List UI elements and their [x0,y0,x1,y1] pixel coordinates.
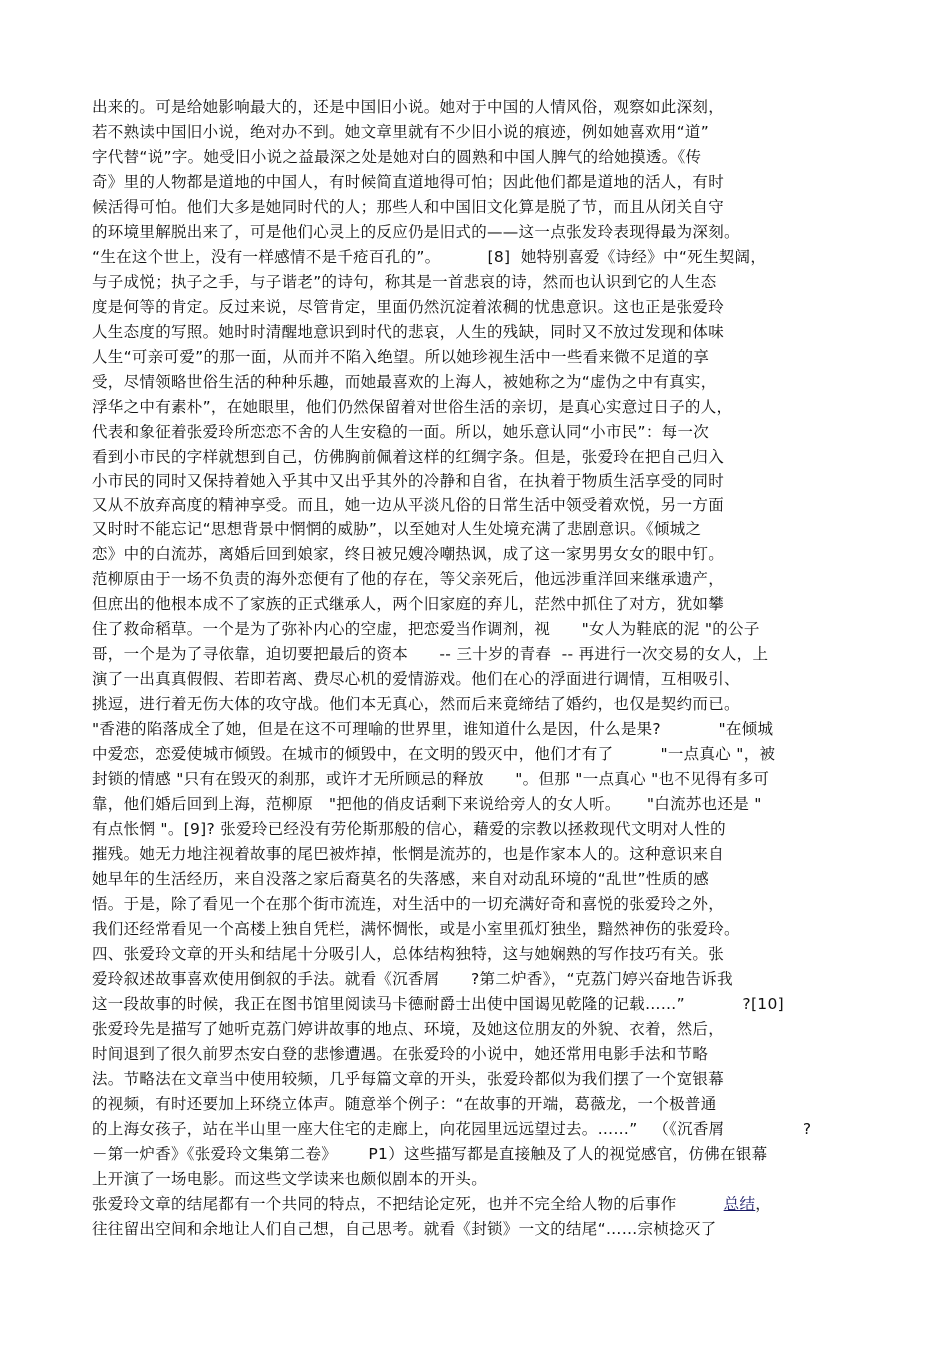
text-line: －第一炉香》《张爱玲文集第二卷》 P1）这些描写都是直接触及了人的视觉感官，仿佛在银幕 [92,1145,768,1163]
text-line: 哥，一个是为了寻依靠，迫切要把最后的资本 -- 三十岁的青春 -- 再进行一次交易的女人，上 [92,645,769,663]
text-line: 奇》里的人物都是道地的中国人，有时候简直道地得可怕；因此他们都是道地的活人，有时 [92,173,725,191]
text-line: 往往留出空间和余地让人们自己想，自己思考。就看《封锁》一文的结尾“……宗桢捻灭了 [92,1220,717,1238]
text-line: 张爱玲文章的结尾都有一个共同的特点，不把结论定死，也并不完全给人物的后事作 总结， [92,1195,772,1213]
text-line: 封锁的情感 "只有在毁灭的刹那，或许才无所顾忌的释放 "。但那 "一点真心 "也不见得有多可 [92,770,770,788]
text-line: 时间退到了很久前罗杰安白登的悲惨遭遇。在张爱玲的小说中，她还常用电影手法和节略 [92,1045,709,1063]
text-line: 候活得可怕。他们大多是她同时代的人；那些人和中国旧文化算是脱了节，而且从闭关自守 [92,198,725,216]
text-line: 中爱恋，恋爱使城市倾毁。在城市的倾毁中，在文明的毁灭中，他们才有了 "一点真心 "，被 [92,745,776,763]
text-line: 演了一出真真假假、若即若离、费尽心机的爱情游戏。他们在心的浮面进行调情，互相吸引、 [92,670,740,688]
text-line: 度是何等的肯定。反过来说，尽管肯定，里面仍然沉淀着浓稠的忧患意识。这也正是张爱玲 [92,298,725,316]
text-line: 四、张爱玲文章的开头和结尾十分吸引人，总体结构独特，这与她娴熟的写作技巧有关。张 [92,945,725,963]
text-line: 爱玲叙述故事喜欢使用倒叙的手法。就看《沉香屑 ?第二炉香》，“克荔门婷兴奋地告诉我 [92,970,733,988]
text-line: 浮华之中有素朴”，在她眼里，他们仍然保留着对世俗生活的亲切，是真心实意过日子的人， [92,398,733,416]
summary-link[interactable]: 总结 [723,1195,756,1213]
text-line: 代表和象征着张爱玲所恋恋不舍的人生安稳的一面。所以，她乐意认同“小市民”：每一次 [92,423,710,441]
text-line: 看到小市民的字样就想到自己，仿佛胸前佩着这样的红绸字条。但是，张爱玲在把自己归入 [92,448,725,466]
text-line: 上开演了一场电影。而这些文学读来也颇似剧本的开头。 [92,1170,488,1188]
text-line: 若不熟读中国旧小说，绝对办不到。她文章里就有不少旧小说的痕迹，例如她喜欢用“道” [92,123,710,141]
text-line: 又时时不能忘记“思想背景中惘惘的威胁”，以至她对人生处境充满了悲剧意识。《倾城之 [92,520,702,538]
text-line: 的上海女孩子，站在半山里一座大住宅的走廊上，向花园里远远望过去。……” （《沉香屑 ? [92,1120,812,1138]
text-line: 我们还经常看见一个高楼上独自凭栏，满怀惆怅，或是小室里孤灯独坐，黯然神伤的张爱玲。 [92,920,740,938]
text-line: 有点怅惘 "。[9]? 张爱玲已经没有劳伦斯那般的信心，藉爱的宗教以拯救现代文明对人性的 [92,820,726,838]
text-line: 悟。于是，除了看见一个在那个街市流连，对生活中的一切充满好奇和喜悦的张爱玲之外， [92,895,725,913]
text-line: 住了救命稻草。一个是为了弥补内心的空虚，把恋爱当作调剂，视 "女人为鞋底的泥 "的公子 [92,620,760,638]
text-line: 人生“可亲可爱”的那一面，从而并不陷入绝望。所以她珍视生活中一些看来微不足道的享 [92,348,710,366]
text-line: 小市民的同时又保持着她入乎其中又出乎其外的冷静和自省，在执着于物质生活享受的同时 [92,472,725,490]
text-line: “生在这个世上，没有一样感情不是千疮百孔的”。 [8] 她特别喜爱《诗经》中“死生契阔， [92,248,767,266]
text-line: 法。节略法在文章当中使用较频，几乎每篇文章的开头，张爱玲都似为我们摆了一个宽银幕 [92,1070,725,1088]
text-line: 她早年的生活经历，来自没落之家后裔莫名的失落感，来自对动乱环境的“乱世”性质的感 [92,870,710,888]
text-line: 字代替“说”字。她受旧小说之益最深之处是她对白的圆熟和中国人脾气的给她摸透。《传 [92,148,702,166]
text-line: 出来的。可是给她影响最大的，还是中国旧小说。她对于中国的人情风俗，观察如此深刻， [92,98,725,116]
text-line: "香港的陷落成全了她，但是在这不可理喻的世界里，谁知道什么是因，什么是果? "在倾城 [92,720,774,738]
text-line: 但庶出的他根本成不了家族的正式继承人，两个旧家庭的弃儿，茫然中抓住了对方，犹如攀 [92,595,725,613]
text-line: 挑逗，进行着无伤大体的攻守战。他们本无真心，然而后来竟缔结了婚约，也仅是契约而已。 [92,695,740,713]
text-line: 人生态度的写照。她时时清醒地意识到时代的悲哀，人生的残缺，同时又不放过发现和体味 [92,323,725,341]
text-line: 受，尽情领略世俗生活的种种乐趣，而她最喜欢的上海人，被她称之为“虚伪之中有真实， [92,373,717,391]
link-suffix: ， [755,1195,772,1213]
text-line: 靠，他们婚后回到上海，范柳原 "把他的俏皮话剩下来说给旁人的女人听。 "白流苏也还是 " [92,795,762,813]
text-line: 范柳原由于一场不负责的海外恋便有了他的存在，等父亲死后，他远涉重洋回来继承遗产， [92,570,725,588]
text-line: 这一段故事的时候，我正在图书馆里阅读马卡德耐爵士出使中国谒见乾隆的记载……” ?[10] [92,995,784,1013]
text-line: 摧残。她无力地注视着故事的尾巴被炸掉，怅惘是流苏的，也是作家本人的。这种意识来自 [92,845,725,863]
text-line: 与子成悦；执子之手，与子谐老”的诗句，称其是一首悲哀的诗，然而也认识到它的人生态 [92,273,717,291]
text-line: 的视频，有时还要加上环绕立体声。随意举个例子：“在故事的开端，葛薇龙，一个极普通 [92,1095,717,1113]
text-line: 恋》中的白流苏，离婚后回到娘家，终日被兄嫂冷嘲热讽，成了这一家男男女女的眼中钉。 [92,545,725,563]
text-line: 又从不放弃高度的精神享受。而且，她一边从平淡凡俗的日常生活中领受着欢悦，另一方面 [92,496,725,514]
text-line: 的环境里解脱出来了，可是他们心灵上的反应仍是旧式的——这一点张发玲表现得最为深刻。 [92,223,740,241]
text-line: 张爱玲先是描写了她听克荔门婷讲故事的地点、环境，及她这位朋友的外貌、衣着，然后， [92,1020,725,1038]
